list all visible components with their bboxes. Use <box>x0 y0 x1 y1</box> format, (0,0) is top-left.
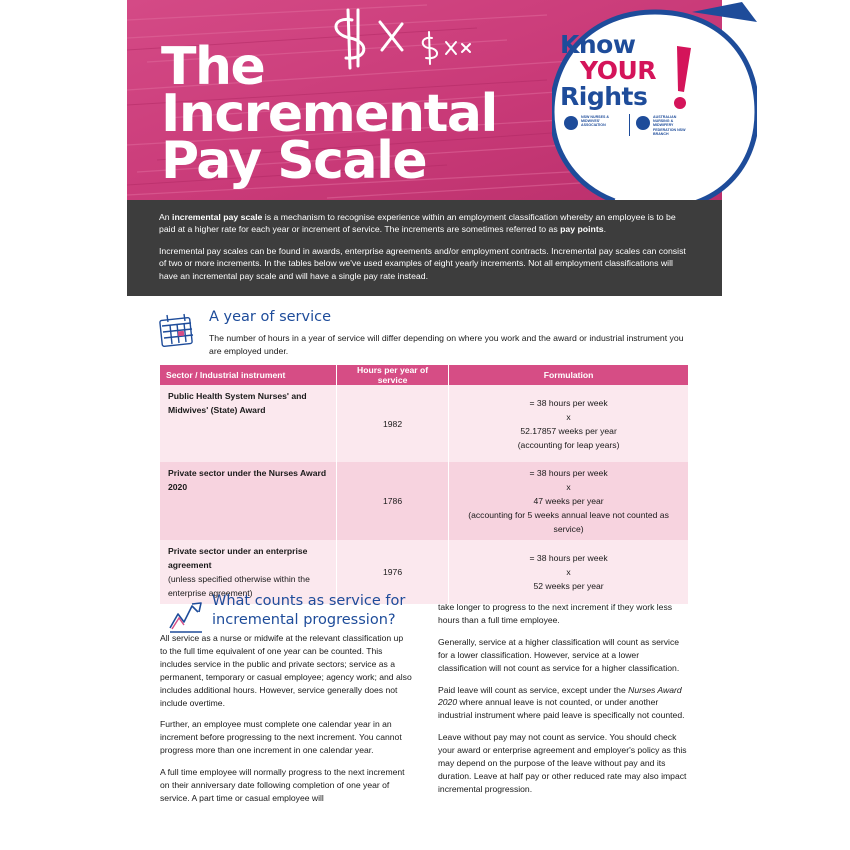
page-title <box>161 37 497 191</box>
header-hours: Hours per year of service <box>337 365 449 385</box>
nswnma-logo-icon <box>564 116 578 130</box>
title-line-3: Pay Scale <box>161 131 427 191</box>
badge-your: YOUR <box>580 56 657 85</box>
know-your-rights-logo <box>560 32 656 110</box>
badge-rights: Rights <box>560 82 648 111</box>
paragraph: Generally, service at a higher classification will count as service for a lower classification. However, service at a lower classification will not count as service for a higher classification. <box>438 636 680 673</box>
header-formulation: Formulation <box>449 365 688 385</box>
org-logos <box>564 114 704 144</box>
paragraph: Further, an employee must complete one calendar year in an increment before progressing to the next increment. You cannot progress more than one increment in one calendar year. <box>160 719 402 756</box>
cell-hours: 1982 <box>337 385 449 462</box>
title-line-1: The <box>161 37 265 97</box>
intro-paragraph-2: Incremental pay scales can be found in awards, enterprise agreements and/or employment contracts. Incremental pay scales can consist of two or more increments. In the tables below we've used examples of eight yearly increments. Not all employment classifications will have an incremental pay scale and will have a single pay rate instead. <box>159 246 686 281</box>
section-title-service: What counts as service for incremental progression? <box>212 593 406 628</box>
table-row <box>160 385 688 462</box>
paragraph: take longer to progress to the next increment if they work less hours than a full time employee. <box>438 602 673 625</box>
logo-divider <box>629 114 630 136</box>
paragraph: A full time employee will normally progress to the next increment on their anniversary date following completion of one year of service. A part time or casual employee will <box>160 767 405 803</box>
cell-hours: 1976 <box>337 540 449 604</box>
cell-sector: Private sector under the Nurses Award 2020 <box>160 462 337 540</box>
document-page <box>127 0 722 850</box>
paragraph: All service as a nurse or midwife at the relevant classification up to the full time equivalent of one year can be counted. This includes service in the public and private sectors; service as a permanent, temporary or casual employee; agency work; and also includes additional hours. However, service generally does not include overtime. <box>160 633 412 708</box>
exclamation-icon <box>671 44 693 112</box>
cell-formula: = 38 hours per week x 52.17857 weeks per year (accounting for leap years) <box>449 385 688 462</box>
intro-band <box>127 200 722 296</box>
org-name-1: NSW NURSES & MIDWIVES' ASSOCIATION <box>581 115 609 128</box>
cell-formula: = 38 hours per week x 47 weeks per year (accounting for 5 weeks annual leave not counted as service) <box>449 462 688 540</box>
cell-sector: Private sector under an enterprise agreement (unless specified otherwise within the enterprise agreement) <box>160 540 337 604</box>
header-sector: Sector / Industrial instrument <box>160 365 337 385</box>
paragraph: Paid leave will count as service, except under the Nurses Award 2020 where annual leave is not counted, or under another industrial instrument where paid leave is specifically not counted. <box>438 684 685 721</box>
growth-chart-icon <box>168 598 204 634</box>
title-line-2: Incremental <box>161 84 497 144</box>
cell-hours: 1786 <box>337 462 449 540</box>
section-lead: The number of hours in a year of service will differ depending on where you work and the award or industrial instrument you are employed under. <box>209 333 684 356</box>
table-row <box>160 462 688 540</box>
intro-paragraph-1: An incremental pay scale is a mechanism to recognise experience within an employment classification whereby an employee is to be paid at a higher rate for each year or increment of service. The increments are sometimes referred to as pay points. <box>159 212 676 235</box>
cell-formula: = 38 hours per week x 52 weeks per year <box>449 540 688 604</box>
column-right <box>438 601 690 805</box>
cell-note: (unless specified otherwise within the enterprise agreement) <box>168 574 310 598</box>
paragraph: Leave without pay may not count as service. You should check your award or enterprise agreement and employer's policy as this may depend on the purpose of the leave without pay and its duration. Leave at half pay or other reduced rate may also impact incremental progression. <box>438 732 687 794</box>
column-left <box>160 632 412 814</box>
calendar-icon <box>158 313 196 349</box>
org-name-2: AUSTRALIAN NURSING & MIDWIFERY FEDERATION NSW BRANCH <box>653 115 686 136</box>
badge-know: Know <box>560 30 636 59</box>
table-header-row <box>160 365 688 385</box>
cell-sector: Public Health System Nurses' and Midwives' (State) Award <box>160 385 337 462</box>
service-hours-table <box>160 365 688 604</box>
section-title-year-of-service: A year of service <box>209 309 332 325</box>
anmf-logo-icon <box>636 116 650 130</box>
